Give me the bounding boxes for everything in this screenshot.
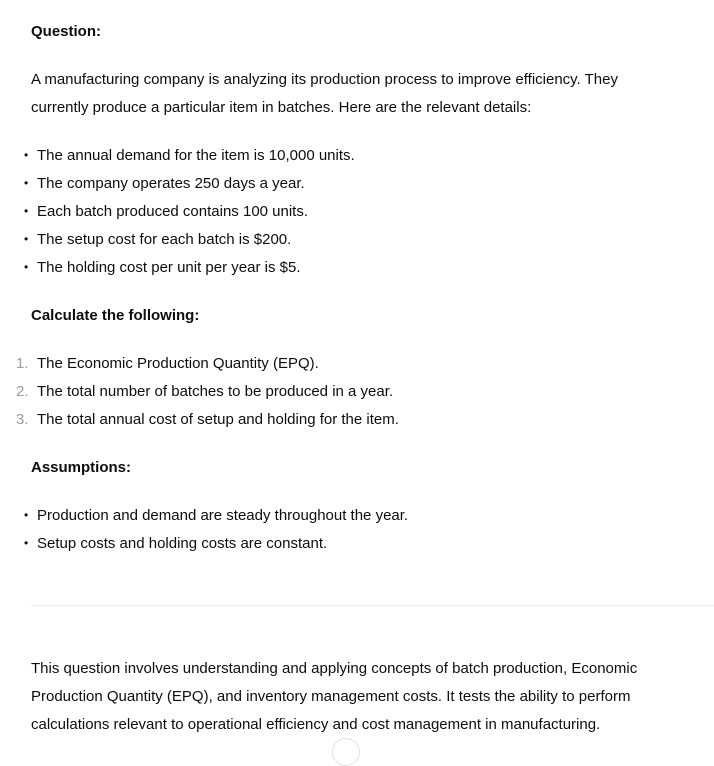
list-number: 1. (16, 355, 29, 372)
bullet-icon: • (24, 536, 29, 550)
question-intro (31, 66, 701, 122)
scroll-down-button[interactable] (332, 738, 360, 766)
summary-paragraph (31, 655, 701, 739)
bullet-icon: • (24, 260, 29, 274)
list-number: 2. (16, 383, 29, 400)
section-divider (31, 605, 714, 606)
bullet-icon: • (24, 232, 29, 246)
bullet-icon: • (24, 176, 29, 190)
list-item: 1. The Economic Production Quantity (EPQ). (0, 350, 714, 378)
list-item: 3. The total annual cost of setup and holding for the item. (0, 406, 714, 434)
question-heading: Question: (31, 23, 101, 40)
list-item: • The annual demand for the item is 10,000 units. (0, 142, 714, 170)
list-item: • The holding cost per unit per year is $5. (0, 254, 714, 282)
intro-line-1: A manufacturing company is analyzing its production process to improve efficiency. They (31, 71, 618, 88)
calculate-list (0, 350, 714, 434)
bullet-icon: • (24, 508, 29, 522)
intro-line-2: currently produce a particular item in batches. Here are the relevant details: (31, 99, 532, 116)
summary-line-2: Production Quantity (EPQ), and inventory management costs. It tests the ability to perform (31, 688, 631, 705)
list-item: • Production and demand are steady throughout the year. (0, 502, 714, 530)
assumptions-list (0, 502, 714, 558)
summary-line-1: This question involves understanding and applying concepts of batch production, Economic (31, 660, 638, 677)
list-item: • The setup cost for each batch is $200. (0, 226, 714, 254)
bullet-icon: • (24, 148, 29, 162)
assumptions-heading: Assumptions: (31, 459, 132, 476)
summary-line-3: calculations relevant to operational efficiency and cost management in manufacturing. (31, 716, 601, 733)
list-item: • Setup costs and holding costs are constant. (0, 530, 714, 558)
list-number: 3. (16, 411, 29, 428)
list-item: • The company operates 250 days a year. (0, 170, 714, 198)
bullet-icon: • (24, 204, 29, 218)
list-item: • Each batch produced contains 100 units. (0, 198, 714, 226)
list-item: 2. The total number of batches to be produced in a year. (0, 378, 714, 406)
calculate-heading: Calculate the following: (31, 307, 200, 324)
details-list (0, 142, 714, 282)
